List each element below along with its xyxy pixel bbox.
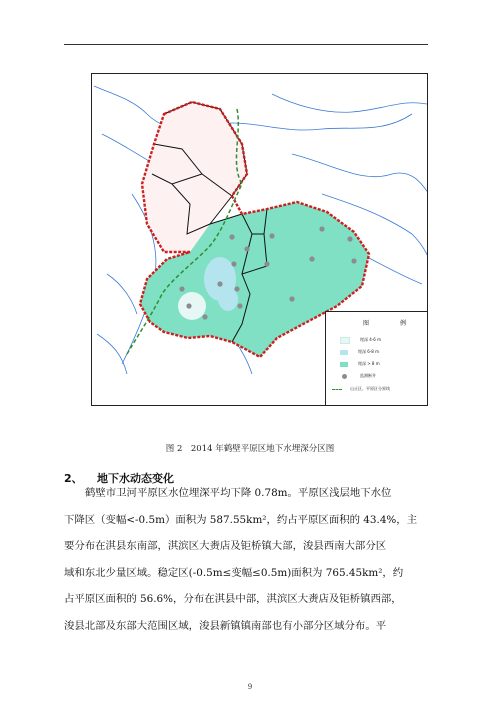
paragraph-line: 下降区（变幅<-0.5m）面积为 587.55km²，约占平原区面积的 43.4%，主 [64,513,418,526]
paragraph-line: 占平原区面积的 56.6%，分布在淇县中部，淇滨区大赉店及钜桥镇西部， [64,593,402,606]
legend-swatch [340,337,350,344]
well-icon [342,374,347,379]
legend-item [340,360,380,368]
section-number: 2、 [64,472,83,485]
groundwater-depth-map [91,73,428,406]
well-marker [234,286,239,291]
well-marker [244,246,249,251]
map-legend [325,311,427,406]
legend-title-text-2: 例 [400,320,409,327]
well-marker [347,236,352,241]
well-marker [319,226,324,231]
legend-item [340,348,379,356]
well-marker [351,258,356,263]
legend-label: 埋深 > 8 m [358,361,380,366]
legend-item [340,336,381,344]
well-marker [309,256,314,261]
well-marker [269,233,274,238]
legend-label: 山丘区、平原区分界线 [350,386,390,391]
well-marker [237,303,242,308]
well-marker [179,286,184,291]
paragraph-line: 鹤壁市卫河平原区水位埋深平均下降 0.78m。平原区浅层地下水位 [85,487,392,499]
section-title: 地下水动态变化 [97,472,174,485]
legend-label: 埋深 4-6 m [360,337,381,342]
paragraph-line: 要分布在淇县东南部，淇滨区大赉店及钜桥镇大部，浚县西南大部分区 [64,540,387,553]
body-paragraph [64,480,430,640]
well-marker [289,296,294,301]
page-number: 9 [247,683,253,691]
well-marker [202,314,207,319]
well-marker [229,234,234,239]
legend-title-text: 图 [363,320,372,327]
depth-4-6-zone [178,292,206,320]
legend-swatch [340,350,348,355]
legend-label: 埋深 6-8 m [358,349,379,354]
paragraph-line: 域和东北少量区域。稳定区(-0.5m≤变幅≤0.5m)面积为 765.45km²，约 [64,566,404,579]
well-marker [186,303,191,308]
well-marker [231,261,236,266]
figure-caption: 图 2 2014 年鹤壁平原区地下水埋深分区图 [165,444,335,454]
paragraph-line: 浚县北部及东部大范围区域，浚县新镇镇南部也有小部分区域分布。平 [64,619,387,632]
well-marker [264,261,269,266]
well-marker [217,281,222,286]
legend-swatch [340,362,348,367]
legend-label: 监测断井 [360,373,376,378]
legend-item [340,372,376,380]
header-rule [64,44,428,45]
legend-item [332,385,390,393]
dashed-line-icon [332,389,342,390]
